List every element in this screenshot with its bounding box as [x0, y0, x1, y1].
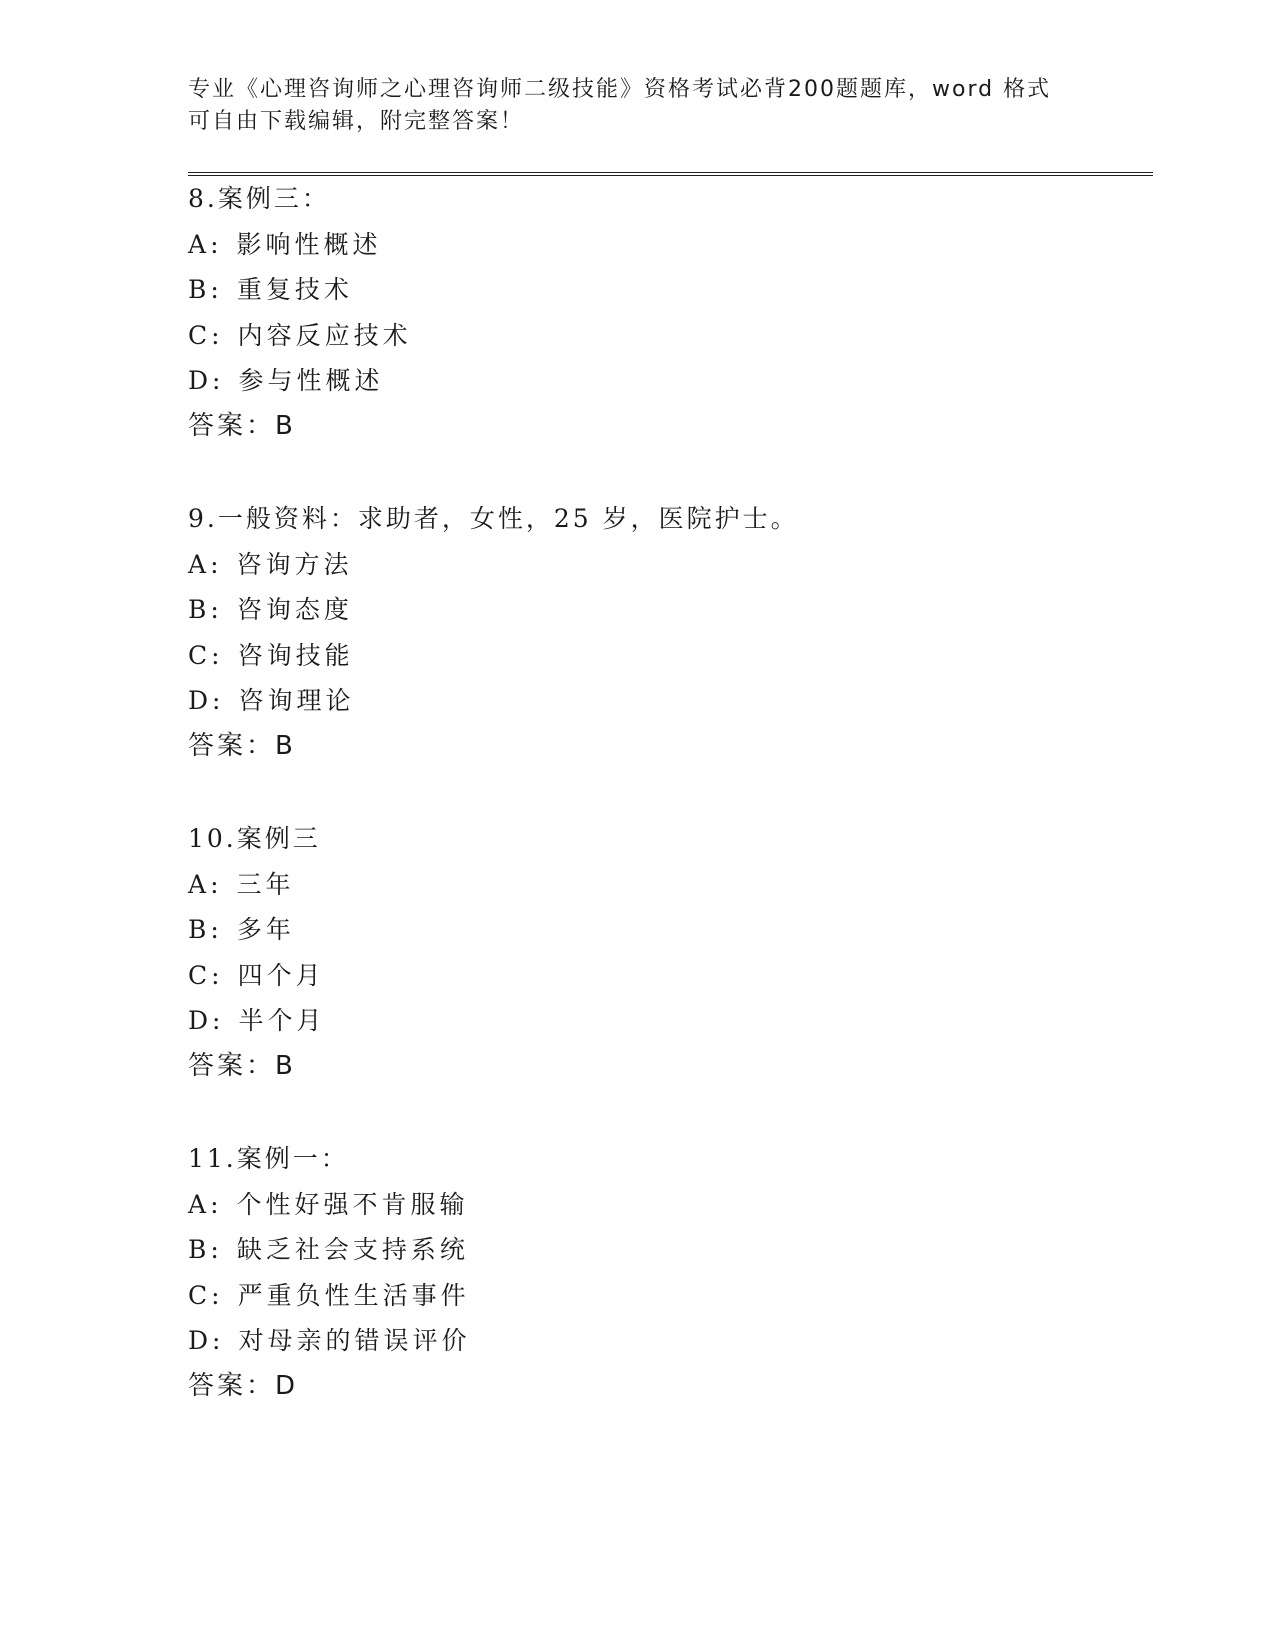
option-letter: C [188, 320, 212, 350]
option-separator: : [210, 595, 223, 624]
option-text: 半个月 [238, 1006, 326, 1035]
option-d [188, 1318, 1153, 1364]
question-title: 8.案例三： [188, 184, 330, 213]
option-a [188, 222, 1153, 268]
option-a [188, 862, 1153, 908]
option-letter: B [188, 595, 211, 624]
option-c [188, 1273, 1153, 1319]
option-letter: D [188, 1006, 213, 1035]
option-letter: C [188, 960, 212, 990]
option-letter: C [188, 640, 212, 670]
option-b [188, 267, 1153, 313]
option-c [188, 633, 1153, 679]
option-d [188, 998, 1153, 1044]
header-line-2: 可自由下载编辑，附完整答案！ [188, 109, 525, 134]
option-separator: : [212, 1326, 225, 1355]
option-letter: C [188, 1280, 212, 1310]
option-separator: : [210, 229, 223, 259]
option-separator: : [210, 1235, 223, 1264]
question-title: 11.案例一： [188, 1144, 349, 1173]
option-text: 对母亲的错误评价 [238, 1326, 471, 1355]
option-letter: B [188, 1235, 211, 1264]
option-text: 影响性概述 [236, 229, 382, 259]
option-separator: : [211, 320, 224, 350]
option-text: 咨询态度 [236, 595, 353, 624]
question-block [188, 816, 1153, 1089]
option-text: 三年 [236, 869, 295, 899]
question-spacer [188, 769, 1153, 816]
option-letter: B [188, 915, 211, 944]
question-block [188, 1136, 1153, 1409]
option-text: 咨询理论 [238, 686, 355, 715]
option-d [188, 358, 1153, 404]
answer-label: 答案： [188, 1370, 276, 1401]
answer-value: D [275, 1370, 299, 1401]
option-separator: : [210, 915, 223, 944]
answer-label: 答案： [188, 410, 276, 441]
question-title: 9.一般资料：求助者，女性，25 岁，医院护士。 [188, 504, 799, 533]
question-block [188, 496, 1153, 769]
option-text: 参与性概述 [238, 366, 384, 395]
option-separator: : [212, 1006, 225, 1035]
option-letter: A [188, 869, 211, 899]
option-separator: : [210, 869, 223, 899]
answer-line [188, 404, 1153, 450]
option-letter: D [188, 1326, 213, 1355]
option-separator: : [210, 549, 223, 579]
answer-line [188, 724, 1153, 770]
option-a [188, 1182, 1153, 1228]
option-text: 咨询技能 [237, 640, 354, 670]
question-spacer [188, 1089, 1153, 1136]
question-title: 10.案例三 [188, 824, 321, 853]
answer-value: B [275, 1050, 296, 1081]
option-b [188, 1227, 1153, 1273]
option-separator: : [210, 1189, 223, 1219]
option-letter: B [188, 275, 211, 304]
answer-value: B [275, 730, 296, 761]
option-text: 内容反应技术 [237, 320, 412, 350]
document-page [188, 74, 1153, 1409]
answer-value: B [275, 410, 296, 441]
option-text: 重复技术 [236, 275, 353, 304]
answer-label: 答案： [188, 1050, 276, 1081]
option-letter: A [188, 229, 211, 259]
option-text: 严重负性生活事件 [237, 1280, 470, 1310]
option-separator: : [211, 960, 224, 990]
option-b [188, 907, 1153, 953]
option-letter: A [188, 1189, 211, 1219]
option-text: 咨询方法 [236, 549, 353, 579]
question-block [188, 176, 1153, 449]
question-list [188, 176, 1153, 1409]
option-text: 缺乏社会支持系统 [236, 1235, 469, 1264]
option-text: 个性好强不肯服输 [236, 1189, 469, 1219]
option-c [188, 313, 1153, 359]
header-line-1: 专业《心理咨询师之心理咨询师二级技能》资格考试必背200题题库，word 格式 [188, 77, 1052, 102]
option-separator: : [212, 366, 225, 395]
option-c [188, 953, 1153, 999]
option-letter: A [188, 549, 211, 579]
answer-label: 答案： [188, 730, 276, 761]
option-letter: D [188, 686, 213, 715]
option-separator: : [210, 275, 223, 304]
option-separator: : [211, 640, 224, 670]
option-text: 多年 [236, 915, 295, 944]
option-a [188, 542, 1153, 588]
answer-line [188, 1044, 1153, 1090]
option-separator: : [211, 1280, 224, 1310]
option-text: 四个月 [237, 960, 325, 990]
option-separator: : [212, 686, 225, 715]
answer-line [188, 1364, 1153, 1410]
option-b [188, 587, 1153, 633]
option-letter: D [188, 366, 213, 395]
question-spacer [188, 449, 1153, 496]
option-d [188, 678, 1153, 724]
